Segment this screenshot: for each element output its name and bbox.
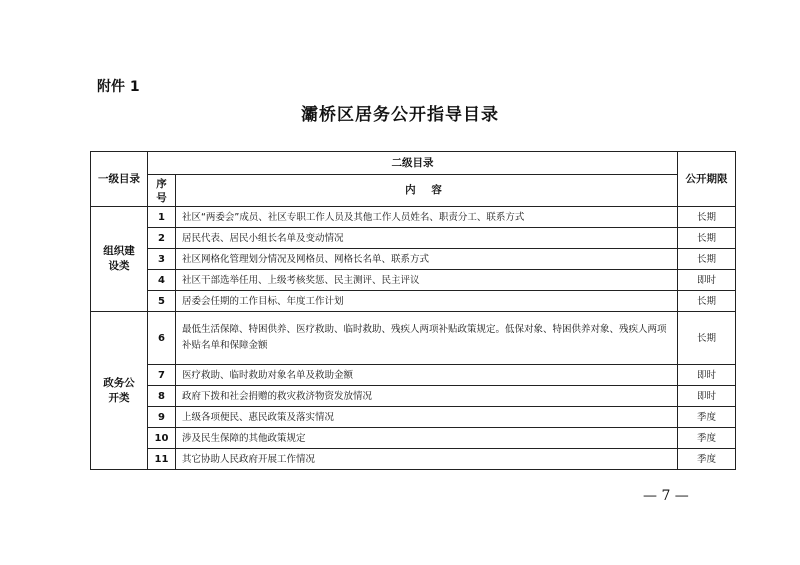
row-period: 季度	[678, 449, 736, 470]
row-number: 9	[148, 407, 176, 428]
row-content: 居委会任期的工作目标、年度工作计划	[176, 291, 678, 312]
row-content: 社区干部选举任用、上级考核奖惩、民主测评、民主评议	[176, 270, 678, 291]
row-content: 社区“两委会”成员、社区专职工作人员及其他工作人员姓名、职责分工、联系方式	[176, 207, 678, 228]
row-period: 长期	[678, 207, 736, 228]
row-number: 8	[148, 386, 176, 407]
row-content: 上级各项便民、惠民政策及落实情况	[176, 407, 678, 428]
row-content: 最低生活保障、特困供养、医疗救助、临时救助、残疾人两项补贴政策规定。低保对象、特困供养对象、残疾人两项补贴名单和保障金额	[176, 312, 678, 365]
row-content: 居民代表、居民小组长名单及变动情况	[176, 228, 678, 249]
table-row	[91, 291, 736, 312]
table-row	[91, 386, 736, 407]
row-number: 4	[148, 270, 176, 291]
table-row	[91, 407, 736, 428]
row-content: 涉及民生保障的其他政策规定	[176, 428, 678, 449]
header-level2: 二级目录	[148, 152, 678, 175]
row-number: 2	[148, 228, 176, 249]
table-row	[91, 449, 736, 470]
page-number: — 7 —	[643, 488, 689, 504]
row-period: 即时	[678, 365, 736, 386]
row-period: 即时	[678, 270, 736, 291]
row-content: 其它协助人民政府开展工作情况	[176, 449, 678, 470]
table-row	[91, 270, 736, 291]
row-number: 11	[148, 449, 176, 470]
attachment-label: 附件 1	[97, 79, 140, 95]
table-row	[91, 365, 736, 386]
directory-table	[90, 151, 736, 470]
row-period: 长期	[678, 291, 736, 312]
row-content: 医疗救助、临时救助对象名单及救助金额	[176, 365, 678, 386]
header-period: 公开期限	[678, 152, 736, 207]
row-number: 3	[148, 249, 176, 270]
row-period: 长期	[678, 228, 736, 249]
header-content: 内 容	[176, 175, 678, 207]
table-row	[91, 228, 736, 249]
row-content: 政府下拨和社会捐赠的救灾救济物资发放情况	[176, 386, 678, 407]
row-number: 1	[148, 207, 176, 228]
row-number: 10	[148, 428, 176, 449]
row-period: 季度	[678, 428, 736, 449]
table-row	[91, 428, 736, 449]
page-title: 灞桥区居务公开指导目录	[301, 105, 499, 125]
table-row	[91, 312, 736, 365]
category-cell: 组织建设类	[91, 207, 148, 312]
row-period: 即时	[678, 386, 736, 407]
category-cell: 政务公开类	[91, 312, 148, 470]
row-number: 7	[148, 365, 176, 386]
header-seq: 序号	[148, 175, 176, 207]
header-level1: 一级目录	[91, 152, 148, 207]
row-number: 6	[148, 312, 176, 365]
row-period: 长期	[678, 312, 736, 365]
table-row	[91, 249, 736, 270]
table-row	[91, 207, 736, 228]
row-number: 5	[148, 291, 176, 312]
row-period: 季度	[678, 407, 736, 428]
row-content: 社区网格化管理划分情况及网格员、网格长名单、联系方式	[176, 249, 678, 270]
row-period: 长期	[678, 249, 736, 270]
